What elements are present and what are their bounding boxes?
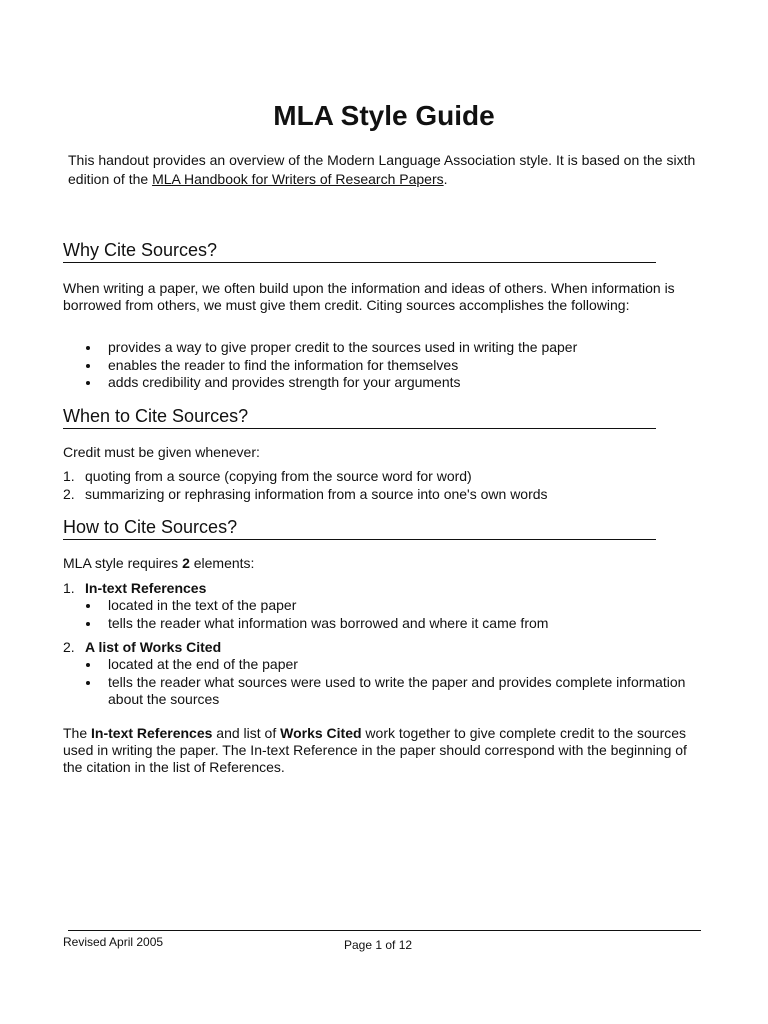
when-paragraph: Credit must be given whenever: <box>63 444 260 460</box>
closing-bold-intext: In-text References <box>91 725 213 741</box>
list-item <box>63 485 703 503</box>
list-item: provides a way to give proper credit to the sources used in writing the paper <box>86 339 686 357</box>
item-number: 1. <box>63 580 75 596</box>
closing-text: work together to give complete credit to the sources used in writing the paper. The In-text Reference in the paper should correspond with the beginning of the citation in the list of References. <box>63 725 687 775</box>
footer-revised: Revised April 2005 <box>63 935 164 949</box>
heading-when-cite: When to Cite Sources? <box>63 405 656 429</box>
intro-text-end: . <box>443 171 448 187</box>
item-text: quoting from a source (copying from the source word for word) <box>85 468 472 484</box>
heading-how-cite: How to Cite Sources? <box>63 516 656 540</box>
handbook-title: MLA Handbook for Writers of Research Papers <box>152 171 444 187</box>
element-1 <box>63 580 206 597</box>
heading-why-cite: Why Cite Sources? <box>63 239 656 263</box>
element-1-label: In-text References <box>85 580 207 596</box>
intro-paragraph <box>68 151 708 189</box>
element-2-label: A list of Works Cited <box>85 639 222 655</box>
item-text: summarizing or rephrasing information from a source into one's own words <box>85 486 548 502</box>
list-item: enables the reader to find the information for themselves <box>86 357 686 375</box>
list-item <box>63 467 703 485</box>
element-2 <box>63 639 221 656</box>
how-requirement <box>63 555 703 572</box>
why-paragraph: When writing a paper, we often build upon the information and ideas of others. When information is borrowed from others, we must give them credit. Citing sources accomplishes the following: <box>63 280 675 313</box>
item-number: 1. <box>63 468 75 484</box>
item-number: 2. <box>63 486 75 502</box>
closing-paragraph <box>63 725 693 776</box>
list-item: located in the text of the paper <box>86 597 686 615</box>
req-text-end: elements: <box>189 555 255 571</box>
why-bullet-list <box>86 339 686 392</box>
page-title: MLA Style Guide <box>273 100 495 131</box>
element-1-bullets <box>86 597 686 632</box>
list-item: located at the end of the paper <box>86 656 686 674</box>
footer-page-number: Page 1 of 12 <box>344 938 413 952</box>
item-number: 2. <box>63 639 75 655</box>
when-numbered-list <box>63 467 703 503</box>
footer-divider <box>68 930 701 931</box>
list-item: tells the reader what information was borrowed and where it came from <box>86 615 686 633</box>
closing-text: and list of <box>212 725 281 741</box>
req-count: 2 <box>182 555 190 571</box>
element-2-bullets <box>86 656 686 709</box>
req-text: MLA style requires <box>63 555 183 571</box>
intro-text: This handout provides an overview of the Modern Language Association style. It is based on the sixth edition of the <box>68 152 696 187</box>
closing-text: The <box>63 725 92 741</box>
list-item: tells the reader what sources were used to write the paper and provides complete information about the sources <box>86 674 686 709</box>
list-item: adds credibility and provides strength for your arguments <box>86 374 686 392</box>
closing-bold-works-cited: Works Cited <box>280 725 362 741</box>
